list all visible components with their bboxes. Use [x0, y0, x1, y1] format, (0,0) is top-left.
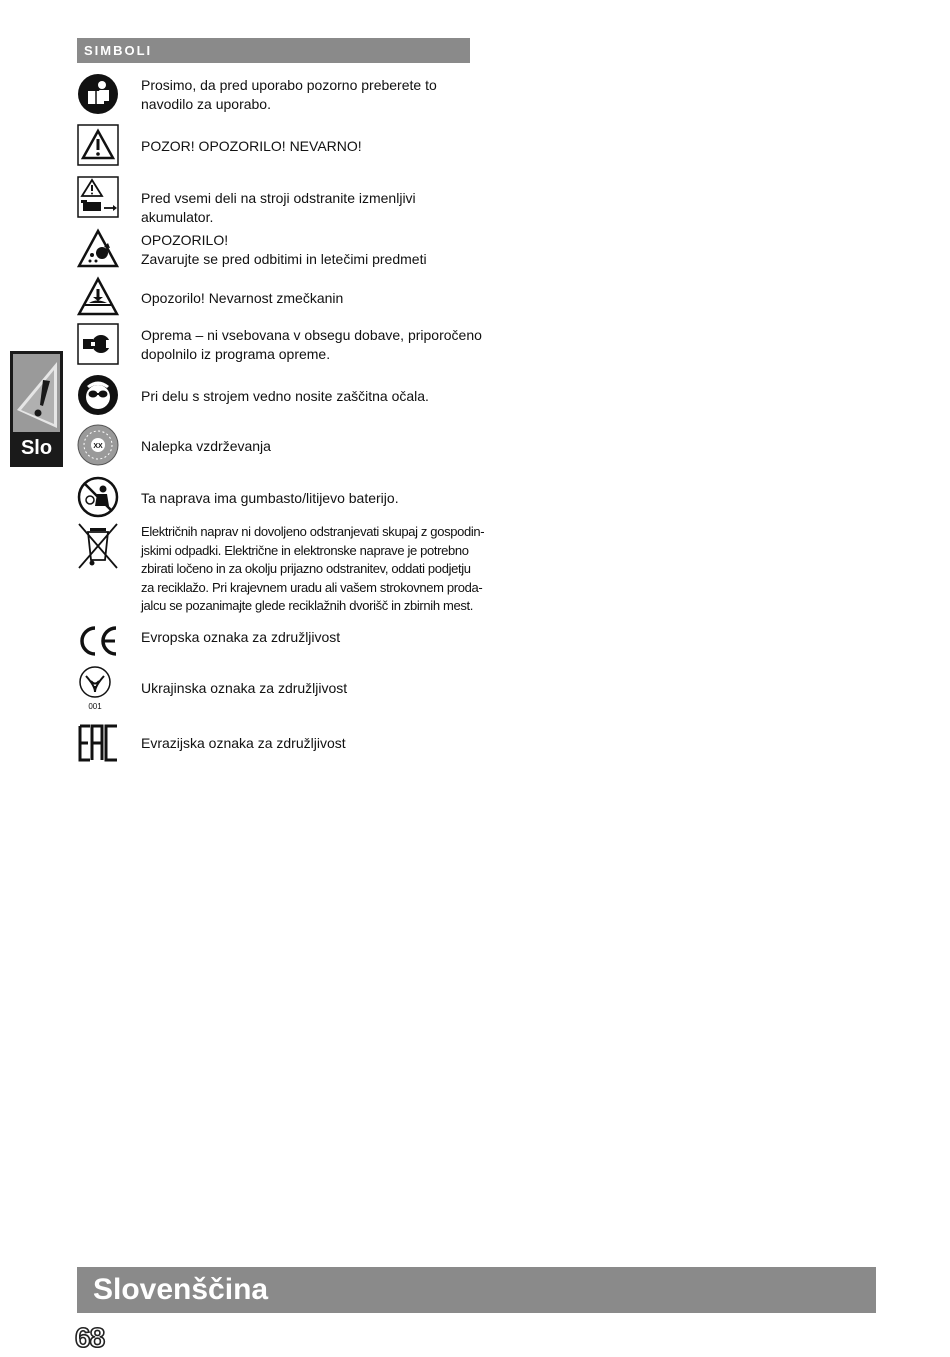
- safety-goggles-icon: [77, 374, 119, 416]
- footer-language-bar: Slovenščina: [77, 1267, 876, 1313]
- symbol-text-line: zbirati ločeno in za okolju prijazno odstranitev, oddati podjetju: [141, 561, 471, 576]
- symbol-text: Pri delu s strojem vedno nosite zaščitna očala.: [141, 388, 429, 404]
- symbol-text: Evropska oznaka za združljivost: [141, 629, 341, 645]
- language-side-tab: [10, 351, 63, 467]
- page-number: 68: [75, 1322, 105, 1353]
- weee-bin-icon: [77, 522, 119, 570]
- symbol-row: [77, 176, 497, 225]
- symbol-row: [77, 73, 497, 117]
- symbol-text: Evrazijska oznaka za združljivost: [141, 735, 346, 751]
- symbol-text: Oprema – ni vsebovana v obsegu dobave, priporočeno dopolnilo iz programa opreme.: [141, 327, 482, 362]
- symbol-text-multiline: [141, 523, 486, 616]
- symbol-row: [77, 664, 497, 712]
- symbol-row: [77, 522, 497, 616]
- symbol-row: [77, 424, 497, 468]
- symbol-row: [77, 722, 497, 762]
- symbol-row: [77, 323, 497, 367]
- crush-hazard-icon: [77, 276, 119, 318]
- symbol-row: [77, 374, 497, 418]
- warning-exclamation-icon: [13, 354, 60, 432]
- symbol-text: Prosimo, da pred uporabo pozorno preberete to navodilo za uporabo.: [141, 77, 437, 112]
- symbol-text-line: Zavarujte se pred odbitimi in letečimi predmeti: [141, 250, 427, 267]
- symbol-text: POZOR! OPOZORILO! NEVARNO!: [141, 138, 362, 154]
- symbol-text: Nalepka vzdrževanja: [141, 438, 271, 454]
- symbol-text-line: jskimi odpadki. Električne in elektronske naprave je potrebno: [141, 542, 469, 558]
- flying-objects-icon: [77, 228, 119, 270]
- symbol-text: Pred vsemi deli na stroji odstranite izmenljivi akumulator.: [141, 190, 416, 225]
- svg-text:XX: XX: [93, 443, 103, 450]
- symbol-text-line: OPOZORILO!: [141, 232, 229, 248]
- symbol-text: Ta naprava ima gumbasto/litijevo baterijo.: [141, 490, 399, 506]
- remove-battery-icon: [77, 176, 119, 218]
- symbol-text-multiline: [141, 231, 486, 268]
- symbol-row: [77, 620, 497, 660]
- eac-mark-icon: [77, 722, 119, 764]
- read-manual-icon: [77, 73, 119, 115]
- symbol-text-line: jalcu se pozanimajte glede reciklažnih dvorišč in zbirnih mest.: [141, 598, 474, 613]
- symbol-row: [77, 276, 497, 320]
- accessory-icon: [77, 323, 119, 365]
- ce-mark-icon: [77, 620, 119, 662]
- side-tab-label: Slo: [20, 437, 53, 459]
- warning-triangle-icon: [77, 124, 119, 166]
- symbol-row: [77, 228, 497, 272]
- symbol-row: [77, 476, 497, 520]
- ukraine-mark-icon: [77, 664, 119, 712]
- section-title: SIMBOLI: [77, 38, 470, 63]
- symbol-text-line: za reciklažo. Pri krajevnem uradu ali vašem strokovnem proda-: [141, 579, 483, 595]
- symbol-text-line: Električnih naprav ni dovoljeno odstranjevati skupaj z gospodin-: [141, 524, 485, 539]
- symbol-text: Ukrajinska oznaka za združljivost: [141, 680, 348, 696]
- button-battery-icon: [77, 476, 119, 518]
- symbol-text: Opozorilo! Nevarnost zmečkanin: [141, 290, 344, 306]
- svg-text:001: 001: [88, 702, 102, 711]
- maintenance-sticker-icon: [77, 424, 119, 466]
- symbol-row: [77, 124, 497, 168]
